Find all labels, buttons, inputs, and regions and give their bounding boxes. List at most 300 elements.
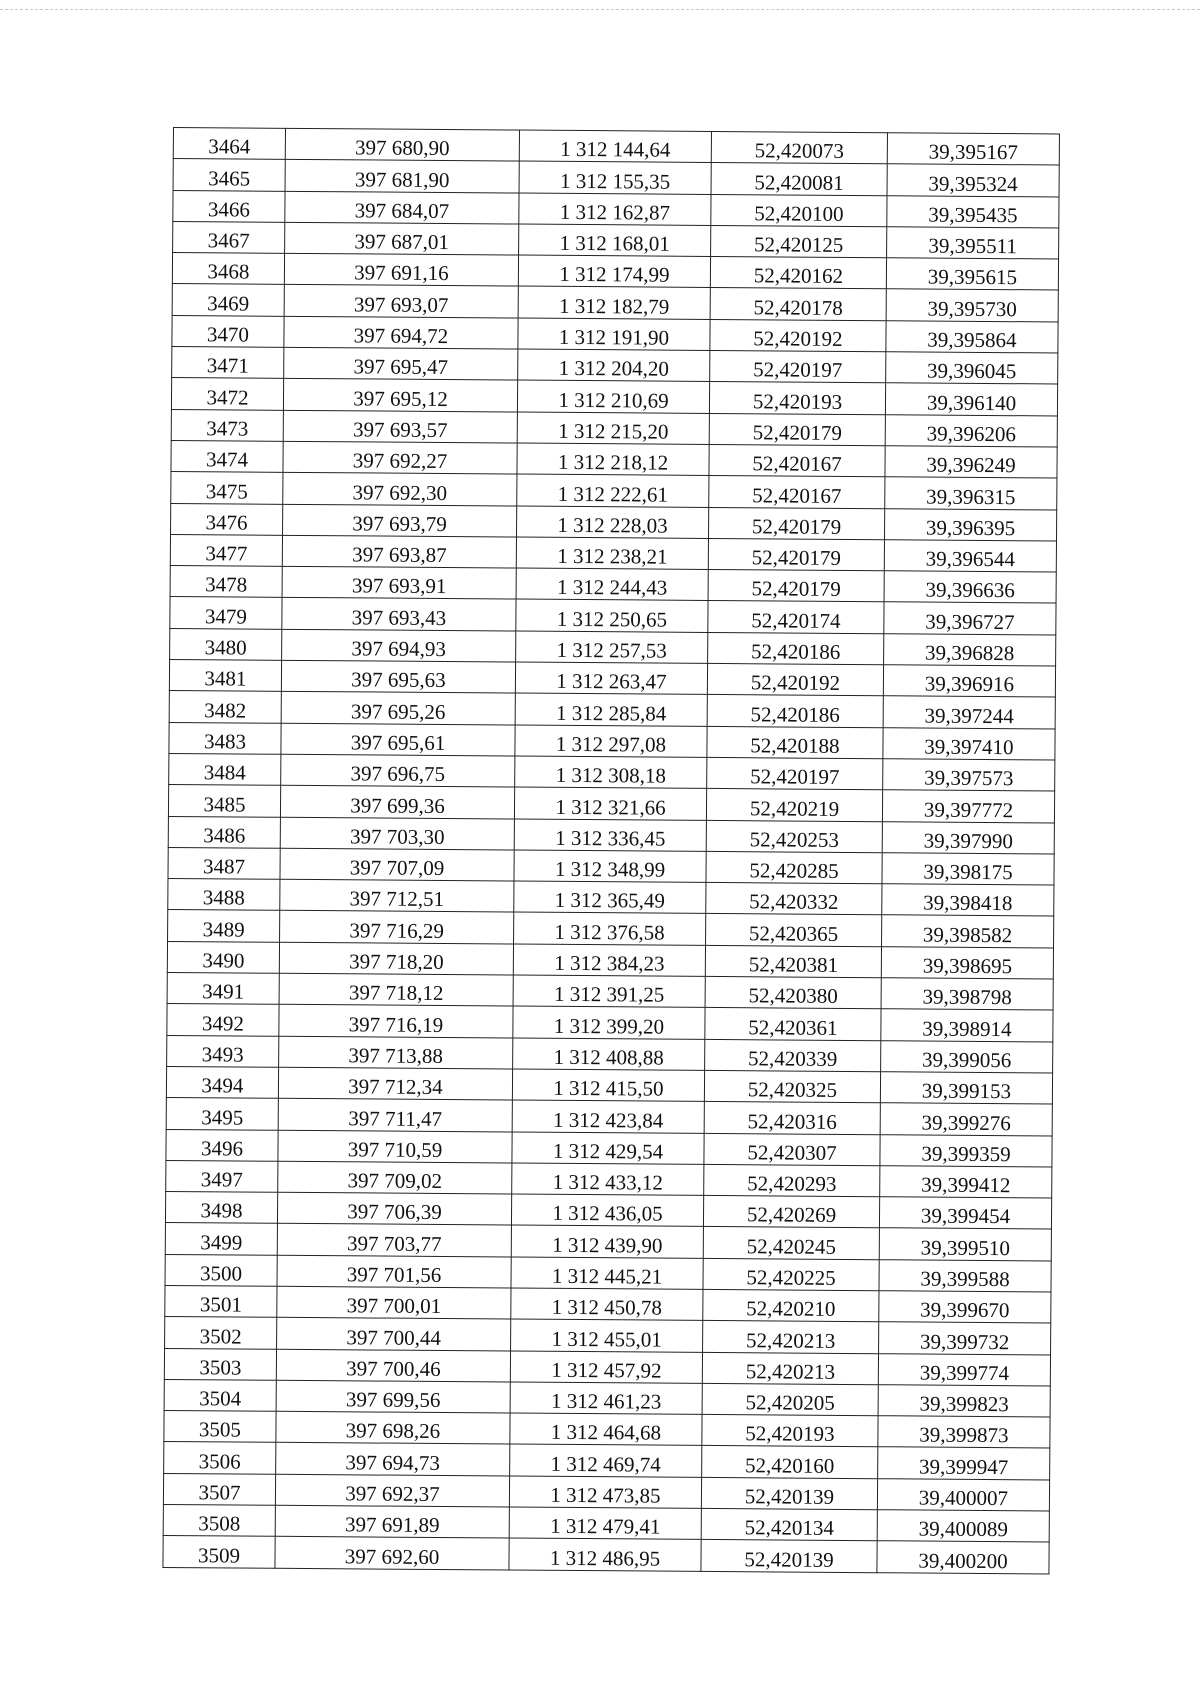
latitude-cell <box>711 131 887 164</box>
cell-text: 3478 <box>205 572 248 598</box>
cell-text: 3477 <box>205 541 248 566</box>
cell-text: 52,420213 <box>745 1327 836 1353</box>
cell-text: 1 312 415,50 <box>553 1076 664 1101</box>
point-number-cell <box>173 221 285 253</box>
cell-text: 39,395615 <box>927 265 1018 290</box>
x-coordinate-cell <box>276 1349 510 1382</box>
cell-text: 52,420167 <box>752 451 842 477</box>
point-number-cell <box>167 1035 279 1067</box>
cell-text: 3493 <box>201 1042 244 1067</box>
cell-text: 3501 <box>199 1292 242 1317</box>
cell-text: 397 693,87 <box>352 542 447 568</box>
x-coordinate-cell <box>283 379 517 412</box>
cell-text: 1 312 436,05 <box>552 1201 663 1227</box>
cell-text: 397 699,56 <box>345 1387 441 1413</box>
longitude-cell <box>878 1447 1050 1480</box>
cell-text: 52,420245 <box>746 1233 837 1259</box>
cell-text: 39,398695 <box>922 953 1013 979</box>
x-coordinate-cell <box>284 347 518 380</box>
y-coordinate-cell <box>512 1132 704 1165</box>
longitude-cell <box>877 1510 1049 1543</box>
cell-text: 397 694,72 <box>353 323 449 349</box>
x-coordinate-cell <box>280 786 514 819</box>
cell-text: 3481 <box>204 666 247 691</box>
longitude-cell <box>887 227 1059 260</box>
cell-text: 39,399873 <box>919 1422 1009 1448</box>
y-coordinate-cell <box>516 599 708 632</box>
cell-text: 397 695,63 <box>351 667 446 693</box>
cell-text: 397 692,37 <box>345 1481 440 1507</box>
y-coordinate-cell <box>519 161 711 194</box>
y-coordinate-cell <box>509 1476 701 1509</box>
cell-text: 1 312 168,01 <box>559 231 670 256</box>
point-number-cell <box>170 597 282 629</box>
cell-text: 397 681,90 <box>354 166 450 192</box>
cell-text: 3489 <box>202 916 245 942</box>
x-coordinate-cell <box>275 1505 509 1538</box>
cell-text: 52,420192 <box>753 326 843 351</box>
cell-text: 3503 <box>199 1355 242 1380</box>
cell-text: 52,420188 <box>750 733 840 758</box>
cell-text: 3505 <box>198 1417 242 1443</box>
cell-text: 3500 <box>200 1261 243 1286</box>
longitude-cell <box>878 1353 1050 1386</box>
longitude-cell <box>885 446 1057 479</box>
cell-text: 3471 <box>206 353 249 378</box>
y-coordinate-cell <box>511 1319 703 1352</box>
y-coordinate-cell <box>518 255 710 288</box>
cell-text: 1 312 348,99 <box>554 856 666 882</box>
cell-text: 3466 <box>207 197 250 222</box>
cell-text: 1 312 439,90 <box>552 1232 663 1258</box>
cell-text: 52,420213 <box>745 1359 836 1384</box>
latitude-cell <box>704 1070 880 1103</box>
cell-text: 397 706,39 <box>347 1199 442 1225</box>
y-coordinate-cell <box>517 506 709 539</box>
y-coordinate-cell <box>519 193 711 226</box>
cell-text: 3508 <box>198 1511 241 1536</box>
x-coordinate-cell <box>281 660 515 693</box>
y-coordinate-cell <box>517 412 709 445</box>
y-coordinate-cell <box>510 1413 702 1446</box>
point-number-cell <box>168 910 280 942</box>
longitude-cell <box>883 727 1055 760</box>
cell-text: 397 711,47 <box>348 1105 443 1131</box>
latitude-cell <box>710 257 886 290</box>
cell-text: 1 312 365,49 <box>554 888 666 914</box>
cell-text: 397 693,79 <box>352 511 447 536</box>
latitude-cell <box>705 1008 881 1041</box>
y-coordinate-cell <box>518 318 710 351</box>
cell-text: 3509 <box>197 1542 241 1568</box>
cell-text: 52,420179 <box>751 514 842 539</box>
cell-text: 39,399359 <box>921 1141 1011 1166</box>
longitude-cell <box>886 289 1058 322</box>
cell-text: 52,420186 <box>750 639 841 664</box>
latitude-cell <box>710 288 886 321</box>
cell-text: 39,399056 <box>921 1047 1012 1073</box>
cell-text: 3469 <box>207 291 250 316</box>
cell-text: 1 312 461,23 <box>550 1388 662 1414</box>
cell-text: 1 312 455,01 <box>551 1326 662 1352</box>
longitude-cell <box>881 1009 1053 1042</box>
cell-text: 52,420253 <box>749 827 840 852</box>
point-number-cell <box>169 753 281 785</box>
latitude-cell <box>709 476 885 509</box>
cell-text: 3491 <box>202 979 245 1004</box>
point-number-cell <box>171 503 283 535</box>
point-number-cell <box>171 409 283 441</box>
latitude-cell <box>709 444 885 477</box>
cell-text: 1 312 391,25 <box>553 982 665 1007</box>
x-coordinate-cell <box>285 222 519 255</box>
y-coordinate-cell <box>509 1538 701 1571</box>
y-coordinate-cell <box>510 1382 702 1415</box>
cell-text: 3494 <box>201 1073 244 1098</box>
x-coordinate-cell <box>277 1192 511 1225</box>
cell-text: 3472 <box>206 384 249 410</box>
cell-text: 39,397990 <box>923 828 1014 854</box>
cell-text: 1 312 182,79 <box>558 293 670 319</box>
longitude-cell <box>886 352 1058 385</box>
cell-text: 52,420225 <box>746 1265 836 1290</box>
cell-text: 3490 <box>202 948 245 973</box>
latitude-cell <box>702 1383 878 1416</box>
point-number-cell <box>166 1160 278 1192</box>
latitude-cell <box>709 413 885 446</box>
cell-text: 39,399153 <box>921 1078 1012 1104</box>
cell-text: 39,396315 <box>926 484 1016 509</box>
cell-text: 52,420162 <box>753 263 844 289</box>
cell-text: 1 312 450,78 <box>551 1295 663 1320</box>
cell-text: 39,395511 <box>928 233 1017 259</box>
cell-text: 39,396140 <box>926 390 1017 415</box>
x-coordinate-cell <box>283 410 517 443</box>
latitude-cell <box>704 1133 880 1166</box>
y-coordinate-cell <box>511 1288 703 1321</box>
longitude-cell <box>879 1197 1051 1230</box>
cell-text: 39,396249 <box>926 452 1016 478</box>
longitude-cell <box>880 1103 1052 1136</box>
cell-text: 3498 <box>200 1198 243 1223</box>
latitude-cell <box>707 757 883 790</box>
longitude-cell <box>882 853 1054 886</box>
x-coordinate-cell <box>283 441 517 474</box>
cell-text: 3464 <box>208 134 251 159</box>
cell-text: 3465 <box>208 165 251 191</box>
x-coordinate-cell <box>279 973 513 1006</box>
x-coordinate-cell <box>281 692 515 725</box>
cell-text: 3504 <box>199 1386 242 1411</box>
x-coordinate-cell <box>284 254 518 287</box>
cell-text: 39,400200 <box>918 1548 1008 1573</box>
point-number-cell <box>171 472 283 504</box>
cell-text: 52,420380 <box>748 983 838 1009</box>
longitude-cell <box>885 383 1057 416</box>
latitude-cell <box>711 194 887 227</box>
cell-text: 397 695,47 <box>353 354 449 380</box>
cell-text: 39,398418 <box>923 890 1013 916</box>
latitude-cell <box>703 1258 879 1291</box>
cell-text: 1 312 155,35 <box>559 168 671 194</box>
cell-text: 52,420073 <box>754 138 845 164</box>
point-number-cell <box>168 847 280 879</box>
cell-text: 39,395864 <box>927 327 1017 353</box>
cell-text: 39,396727 <box>925 609 1015 634</box>
point-number-cell <box>170 534 282 566</box>
x-coordinate-cell <box>282 535 516 568</box>
y-coordinate-cell <box>511 1225 703 1258</box>
longitude-cell <box>884 571 1056 604</box>
longitude-cell <box>880 1134 1052 1167</box>
longitude-cell <box>881 1040 1053 1073</box>
y-coordinate-cell <box>515 756 707 789</box>
x-coordinate-cell <box>285 160 519 193</box>
cell-text: 39,399732 <box>919 1329 1010 1354</box>
cell-text: 39,396045 <box>927 358 1017 384</box>
longitude-cell <box>884 633 1056 666</box>
cell-text: 1 312 433,12 <box>552 1169 663 1195</box>
cell-text: 52,420307 <box>747 1140 837 1165</box>
x-coordinate-cell <box>277 1224 511 1257</box>
longitude-cell <box>877 1541 1049 1574</box>
latitude-cell <box>706 820 882 853</box>
cell-text: 397 700,01 <box>346 1293 442 1319</box>
longitude-cell <box>884 540 1056 573</box>
cell-text: 3486 <box>203 823 246 848</box>
latitude-cell <box>710 319 886 352</box>
cell-text: 1 312 473,85 <box>550 1482 661 1508</box>
y-coordinate-cell <box>515 662 707 695</box>
cell-text: 397 692,60 <box>344 1543 440 1569</box>
x-coordinate-cell <box>284 316 518 349</box>
cell-text: 39,396828 <box>924 640 1015 666</box>
cell-text: 397 693,43 <box>351 605 447 630</box>
cell-text: 39,399510 <box>920 1235 1011 1260</box>
cell-text: 1 312 479,41 <box>550 1514 661 1539</box>
point-number-cell <box>173 128 285 160</box>
point-number-cell <box>163 1473 275 1505</box>
latitude-cell <box>703 1196 879 1229</box>
cell-text: 3473 <box>206 416 249 441</box>
cell-text: 52,420219 <box>749 795 840 821</box>
cell-text: 52,420160 <box>744 1452 835 1478</box>
cell-text: 1 312 244,43 <box>556 575 668 601</box>
cell-text: 1 312 222,61 <box>557 481 669 507</box>
longitude-cell <box>887 164 1059 197</box>
cell-text: 1 312 399,20 <box>553 1013 665 1039</box>
y-coordinate-cell <box>510 1351 702 1384</box>
y-coordinate-cell <box>512 1069 704 1102</box>
y-coordinate-cell <box>510 1444 702 1477</box>
cell-text: 39,399276 <box>921 1110 1011 1135</box>
cell-text: 1 312 144,64 <box>560 137 671 162</box>
longitude-cell <box>877 1478 1049 1511</box>
cell-text: 52,420361 <box>748 1014 838 1040</box>
y-coordinate-cell <box>516 631 708 664</box>
latitude-cell <box>707 726 883 759</box>
cell-text: 397 712,51 <box>349 886 445 912</box>
point-number-cell <box>164 1442 276 1474</box>
y-coordinate-cell <box>514 787 706 820</box>
longitude-cell <box>882 821 1054 854</box>
x-coordinate-cell <box>281 754 515 787</box>
latitude-cell <box>709 382 885 415</box>
x-coordinate-cell <box>279 942 513 975</box>
point-number-cell <box>168 816 280 848</box>
x-coordinate-cell <box>277 1255 511 1288</box>
cell-text: 52,420139 <box>744 1546 834 1572</box>
cell-text: 39,395730 <box>927 296 1017 321</box>
cell-text: 1 312 408,88 <box>553 1044 664 1070</box>
cell-text: 397 693,91 <box>351 573 447 599</box>
latitude-cell <box>704 1102 880 1135</box>
cell-text: 1 312 218,12 <box>557 450 669 475</box>
cell-text: 39,399947 <box>918 1454 1009 1479</box>
x-coordinate-cell <box>275 1537 509 1570</box>
y-coordinate-cell <box>513 944 705 977</box>
cell-text: 52,420325 <box>747 1077 838 1103</box>
cell-text: 52,420293 <box>747 1171 837 1196</box>
x-coordinate-cell <box>281 723 515 756</box>
latitude-cell <box>701 1477 877 1510</box>
cell-text: 397 718,20 <box>349 949 444 975</box>
point-number-cell <box>164 1379 276 1411</box>
cell-text: 52,420332 <box>749 889 839 915</box>
point-number-cell <box>163 1536 275 1568</box>
y-coordinate-cell <box>511 1257 703 1290</box>
cell-text: 3507 <box>198 1480 241 1505</box>
point-number-cell <box>173 159 285 191</box>
cell-text: 1 312 384,23 <box>554 950 665 976</box>
cell-text: 3484 <box>203 760 246 785</box>
point-number-cell <box>172 253 284 285</box>
y-coordinate-cell <box>515 725 707 758</box>
latitude-cell <box>706 883 882 916</box>
point-number-cell <box>168 785 280 817</box>
cell-text: 397 712,34 <box>348 1074 443 1100</box>
cell-text: 1 312 469,74 <box>550 1451 661 1477</box>
cell-text: 1 312 486,95 <box>549 1545 661 1571</box>
latitude-cell <box>708 601 884 634</box>
cell-text: 3467 <box>207 228 250 253</box>
cell-text: 52,420167 <box>752 482 842 508</box>
cell-text: 1 312 174,99 <box>559 262 670 288</box>
cell-text: 3482 <box>204 697 247 723</box>
cell-text: 1 312 445,21 <box>551 1263 663 1289</box>
coordinates-table <box>162 127 1060 1574</box>
point-number-cell <box>164 1348 276 1380</box>
y-coordinate-cell <box>514 850 706 883</box>
cell-text: 39,396916 <box>924 671 1015 697</box>
latitude-cell <box>705 945 881 978</box>
cell-text: 397 692,27 <box>352 448 448 474</box>
cell-text: 1 312 228,03 <box>557 512 668 538</box>
y-coordinate-cell <box>512 1163 704 1196</box>
latitude-cell <box>706 789 882 822</box>
longitude-cell <box>884 508 1056 541</box>
cell-text: 397 680,90 <box>355 135 450 161</box>
point-number-cell <box>165 1223 277 1255</box>
longitude-cell <box>878 1416 1050 1449</box>
cell-text: 52,420365 <box>748 920 839 946</box>
x-coordinate-cell <box>280 911 514 944</box>
y-coordinate-cell <box>517 443 709 476</box>
cell-text: 39,398798 <box>922 984 1012 1010</box>
latitude-cell <box>710 351 886 384</box>
cell-text: 3502 <box>199 1323 242 1349</box>
x-coordinate-cell <box>282 566 516 599</box>
cell-text: 3497 <box>200 1167 243 1192</box>
latitude-cell <box>707 695 883 728</box>
latitude-cell <box>705 1039 881 1072</box>
longitude-cell <box>880 1072 1052 1105</box>
point-number-cell <box>172 284 284 316</box>
x-coordinate-cell <box>285 128 519 161</box>
latitude-cell <box>702 1415 878 1448</box>
longitude-cell <box>883 696 1055 729</box>
cell-text: 39,398175 <box>923 859 1013 885</box>
cell-text: 1 312 423,84 <box>553 1107 664 1133</box>
cell-text: 3495 <box>201 1104 244 1130</box>
point-number-cell <box>165 1317 277 1349</box>
longitude-cell <box>883 665 1055 698</box>
latitude-cell <box>705 976 881 1009</box>
cell-text: 39,397244 <box>924 703 1014 728</box>
longitude-cell <box>885 414 1057 447</box>
cell-text: 1 312 457,92 <box>551 1357 662 1383</box>
cell-text: 52,420269 <box>746 1202 837 1228</box>
longitude-cell <box>881 978 1053 1011</box>
cell-text: 52,420192 <box>750 670 841 696</box>
cell-text: 397 687,01 <box>354 229 450 255</box>
cell-text: 1 312 210,69 <box>558 387 669 413</box>
longitude-cell <box>886 258 1058 291</box>
x-coordinate-cell <box>276 1443 510 1476</box>
x-coordinate-cell <box>282 629 516 662</box>
x-coordinate-cell <box>282 598 516 631</box>
cell-text: 397 718,12 <box>348 980 444 1006</box>
cell-text: 1 312 215,20 <box>558 418 669 444</box>
cell-text: 3475 <box>205 478 248 504</box>
cell-text: 397 700,46 <box>346 1356 441 1381</box>
point-number-cell <box>171 378 283 410</box>
point-number-cell <box>164 1411 276 1443</box>
longitude-cell <box>878 1385 1050 1418</box>
cell-text: 1 312 321,66 <box>555 794 666 820</box>
point-number-cell <box>169 691 281 723</box>
cell-text: 397 695,26 <box>350 698 446 724</box>
cell-text: 397 695,12 <box>353 386 448 411</box>
longitude-cell <box>882 915 1054 948</box>
y-coordinate-cell <box>513 1038 705 1071</box>
cell-text: 1 312 238,21 <box>557 543 668 569</box>
y-coordinate-cell <box>516 537 708 570</box>
cell-text: 39,395324 <box>928 171 1018 196</box>
cell-text: 39,400089 <box>918 1516 1008 1542</box>
cell-text: 397 691,89 <box>344 1512 440 1538</box>
point-number-cell <box>170 566 282 598</box>
table-row <box>163 1536 1049 1574</box>
cell-text: 39,400007 <box>918 1485 1009 1511</box>
x-coordinate-cell <box>278 1067 512 1100</box>
x-coordinate-cell <box>277 1286 511 1319</box>
latitude-cell <box>708 507 884 540</box>
y-coordinate-cell <box>519 224 711 257</box>
latitude-cell <box>704 1164 880 1197</box>
x-coordinate-cell <box>278 1130 512 1163</box>
x-coordinate-cell <box>280 817 514 850</box>
